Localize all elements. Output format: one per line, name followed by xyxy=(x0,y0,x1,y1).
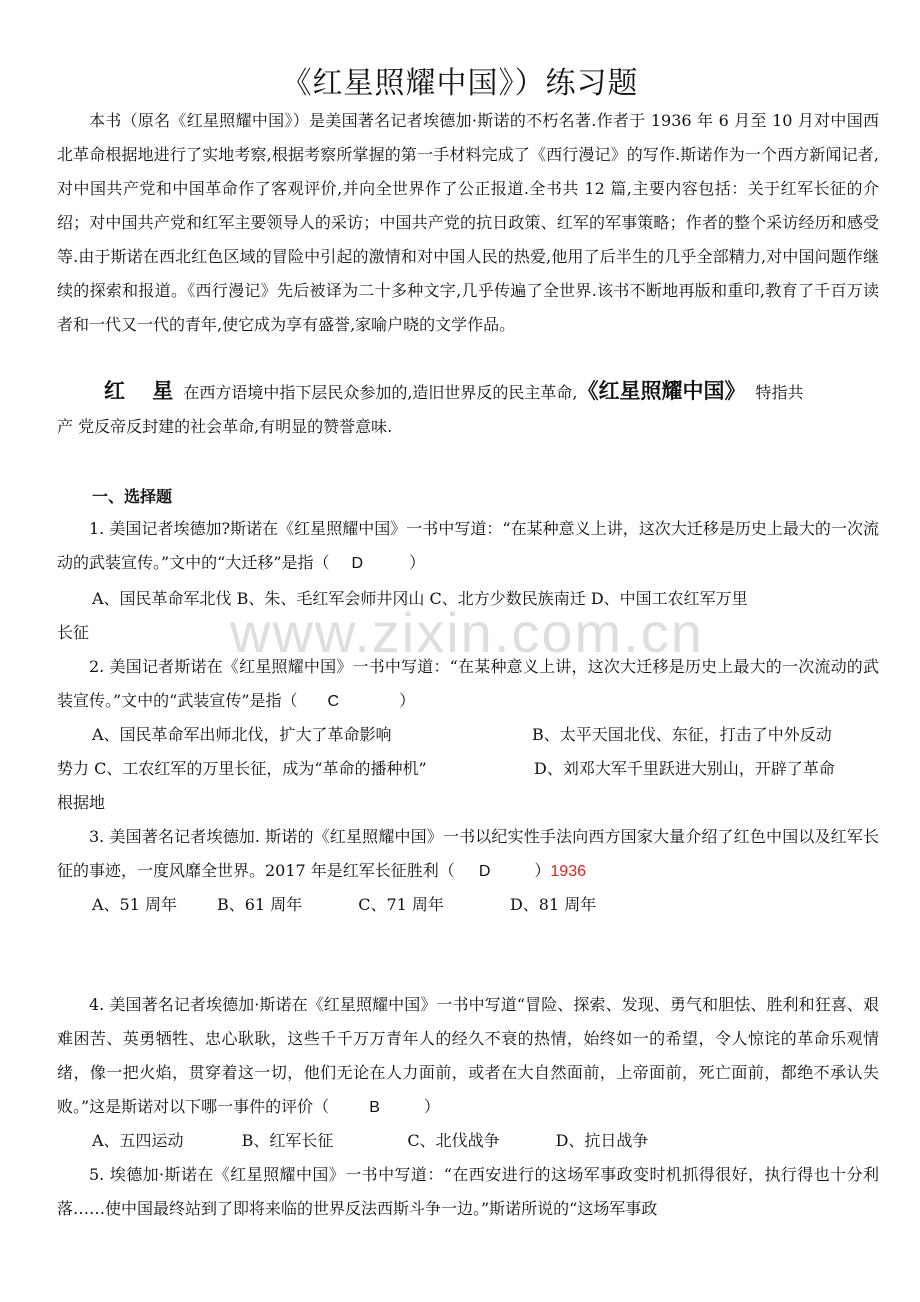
handwritten-note: 1936 xyxy=(550,863,586,880)
note-line2: 产 党反帝反封建的社会革命,有明显的赞誉意味. xyxy=(57,417,393,436)
section-heading: 一、选择题 xyxy=(92,487,173,506)
question-3-options: A、51 周年 B、61 周年 C、71 周年 D、81 周年 xyxy=(92,895,597,914)
question-stem: 2. 美国记者斯诺在《红星照耀中国》一书中写道：“在某种意义上讲，这次大迁移是历史上最大的一次流动的武装宣传。”文中的“武装宣传”是指（ xyxy=(57,657,879,710)
question-5 xyxy=(57,1158,879,1226)
note-term: 红 星 xyxy=(104,379,184,403)
answer: D xyxy=(478,863,491,880)
watermark: www.zixin.com.cn xyxy=(230,601,704,664)
option-a: A、国民革命军出师北伐，扩大了革命影响 xyxy=(92,725,392,744)
answer: D xyxy=(351,555,364,572)
question-4: 4. 美国著名记者埃德加·斯诺在《红星照耀中国》一书中写道“冒险、探索、发现、勇气和胆怯、胜利和狂喜、艰难困苦、英勇牺牲、忠心耿耿，这些千千万万青年人的经久不衰的热情，始终如一的希望，令人惊诧的革命乐观情绪，像一把火焰，贯穿着这一切，他们无论在人力面前，或者在大自然面前，上帝面前，死亡面前，都绝不承认失败。”这是斯诺对以下哪一事件的评价（ B ） xyxy=(57,995,879,1116)
answer: C xyxy=(327,693,340,710)
question-3: 3. 美国著名记者埃德加. 斯诺的《红星照耀中国》一书以纪实性手法向西方国家大量介绍了红色中国以及红军长征的事迹，一度风靡全世界。2017 年是红军长征胜利（ D ）1936 xyxy=(57,827,879,880)
option-d-cont: 根据地 xyxy=(57,793,106,812)
option-b: B、太平天国北伐、东征，打击了中外反动 xyxy=(532,725,832,744)
question-stem: 1. 美国记者埃德加?斯诺在《红星照耀中国》一书中写道：“在某种意义上讲，这次大迁移是历史上最大的一次流动的武装宣传。”文中的“大迁移”是指（ xyxy=(57,519,879,572)
question-2: 2. 美国记者斯诺在《红星照耀中国》一书中写道：“在某种意义上讲，这次大迁移是历史上最大的一次流动的武装宣传。”文中的“武装宣传”是指（ C ） xyxy=(57,657,879,710)
question-4-options: A、五四运动 B、红军长征 C、北伐战争 D、抗日战争 xyxy=(92,1131,649,1150)
question-stem: 4. 美国著名记者埃德加·斯诺在《红星照耀中国》一书中写道“冒险、探索、发现、勇气和胆怯、胜利和狂喜、艰难困苦、英勇牺牲、忠心耿耿，这些千千万万青年人的经久不衰的热情，始终如一的希望，令人惊诧的革命乐观情绪，像一把火焰，贯穿着这一切，他们无论在人力面前，或者在大自然面前，上帝面前，死亡面前，都绝不承认失败。”这是斯诺对以下哪一事件的评价（ xyxy=(57,995,879,1116)
question-1-options-cont: 长征 xyxy=(57,623,90,642)
question-1-options: A、国民革命军北伐 B、朱、毛红军会师井冈山 C、北方少数民族南迁 D、中国工农红军万里 xyxy=(92,589,748,608)
red-star-note xyxy=(104,374,804,410)
note-text1: 在西方语境中指下层民众参加的,造旧世界反的民主革命, xyxy=(183,383,578,402)
document-title: 《红星照耀中国》）练习题 xyxy=(281,66,639,101)
option-d: D、刘邓大军千里跃进大别山，开辟了革命 xyxy=(534,759,835,778)
answer: B xyxy=(369,1099,380,1116)
note-text2: 特指共 xyxy=(755,383,804,402)
question-1: 1. 美国记者埃德加?斯诺在《红星照耀中国》一书中写道：“在某种意义上讲，这次大迁移是历史上最大的一次流动的武装宣传。”文中的“大迁移”是指（ D ） xyxy=(57,519,879,572)
intro-paragraph: 本书（原名《红星照耀中国》）是美国著名记者埃德加·斯诺的不朽名著.作者于 1936 年 6 月至 10 月对中国西北革命根据地进行了实地考察,根据考察所掌握的第一手材料完成了《西行漫记》的写作.斯诺作为一个西方新闻记者,对中国共产党和中国革命作了客观评价,并向全世界作了公正报道.全书共 12 篇,主要内容包括：关于红军长征的介绍；对中国共产党和红军主要领导人的采访；中国共产党的抗日政策、红军的军事策略；作者的整个采访经历和感受等.由于斯诺在西北红色区域的冒险中引起的激情和对中国人民的热爱,他用了后半生的几乎全部精力,对中国问题作继续的探索和报道。《西行漫记》先后被译为二十多种文字,几乎传遍了全世界.该书不断地再版和重印,教育了千百万读者和一代又一代的青年,使它成为享有盛誉,家喻户晓的文学作品。 xyxy=(57,111,879,334)
question-stem: 5. 埃德加·斯诺在《红星照耀中国》一书中写道：“在西安进行的这场军事政变时机抓得很好，执行得也十分利落……使中国最终站到了即将来临的世界反法西斯斗争一边。”斯诺所说的“这场军事政 xyxy=(57,1165,879,1218)
note-book: 《红星照耀中国》 xyxy=(577,379,746,403)
option-c: 势力 C、工农红军的万里长征，成为“革命的播种机” xyxy=(57,759,427,778)
question-stem: 3. 美国著名记者埃德加. 斯诺的《红星照耀中国》一书以纪实性手法向西方国家大量介绍了红色中国以及红军长征的事迹，一度风靡全世界。2017 年是红军长征胜利（ xyxy=(57,827,879,880)
